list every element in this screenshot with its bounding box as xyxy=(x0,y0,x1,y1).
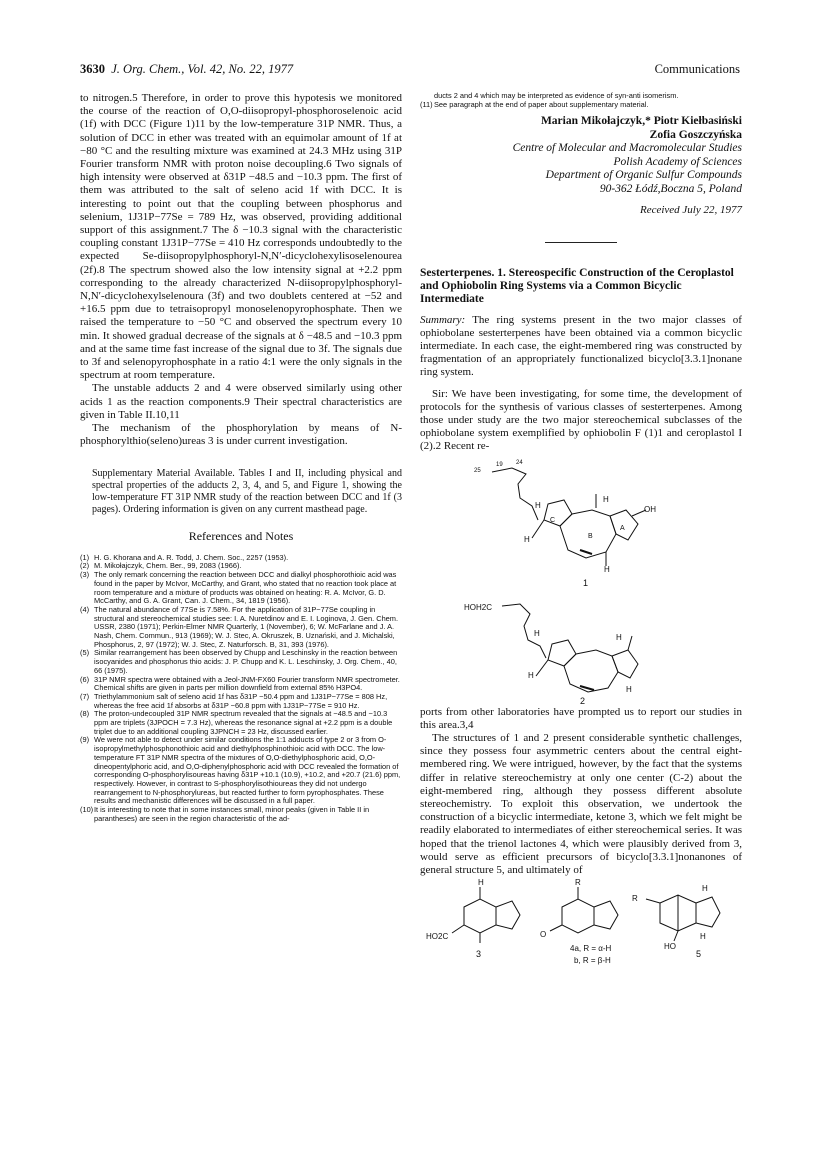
reference-number: (4) xyxy=(80,604,90,614)
body-paragraph-1: to nitrogen.5 Therefore, in order to prove this hypotesis we monitored the course of the reaction of O,O-diisopropyl-phosphoroselenoic acid (1f) with DCC (Figure 1)11 by the low-temperature 31P NMR. Thus, a solution of DCC in ether was treated with an equimolar amount of 1f at −80 °C and the resulting mixture was examined at 24.3 MHz using 31P Fourier transform NMR with proton noise decoupling.6 Two signals of high intensity were observed at δ31P −48.5 and −10.3 ppm. The first of them was attributed to the salt of seleno acid 1f with DCC. It is interesting to point out that the coupling between phosphorus and selenium, 1J31P−77Se = 789 Hz, was observed, providing additional support of this assignment.7 The δ −10.3 signal with the characteristic coupling constant 1J31P−77Se = 410 Hz corresponds undoubtedly to the expected Se-diisopropylphosphoryl-N,N′-dicyclohexylisoselenourea (2f).8 The spectrum showed also the low intensity signal at +2.2 ppm corresponding to the already characterized N-diisopropylphosphoryl-N,N′-dicyclohexylselenoura (3f) and two doublets centered at −52 and +16.5 ppm due to tetraisopropyl monoselenopyrophosphate. Then we raised the temperature to −50 °C and observed the spectrum every 10 min. It showed gradual decrease of the signals at δ −48.5 and −10.3 ppm and at the same time fast increase of the signal due to 3f. The signals due to 3f and selenopyrophosphate in a ratio 4:1 were the only signals in the spectrum at room temperature. xyxy=(80,92,402,382)
reference-number: (10) xyxy=(80,805,94,815)
h-label: H xyxy=(700,932,706,942)
structure-2 xyxy=(502,604,638,692)
reference-text: H. G. Khorana and A. R. Todd, J. Chem. Soc., 2257 (1953). xyxy=(94,552,289,562)
reference-item xyxy=(80,606,402,650)
body-paragraph-2: The unstable adducts 2 and 4 were observed similarly using other acids 1 as the reaction components.9 Their spectral characteristics are given in Table II.10,11 xyxy=(80,382,402,421)
h-label: H xyxy=(524,534,530,544)
body-paragraph-3: The mechanism of the phosphorylation by means of N-phosphorylthio(seleno)ureas 3 is under current investigation. xyxy=(80,422,402,448)
h-label: H xyxy=(478,878,484,888)
h-label: H xyxy=(534,628,540,638)
svg-text:24: 24 xyxy=(516,459,523,466)
ho-label: HO xyxy=(664,942,676,952)
author-names: Marian Mikołajczyk,* Piotr Kiełbasiński xyxy=(540,115,742,128)
journal-citation: J. Org. Chem., Vol. 42, No. 22, 1977 xyxy=(111,62,294,76)
reference-text: We were not able to detect under similar conditions the 1:1 adducts of type 2 or 3 from O-isopropylmethylphosphonothioic acid and diethylphosphinothioic acid with DCC. The low-temperature FT 31P NMR spectra of the mixtures of O,O-diethylphosphoric acid, O,O-dineopentylphoric acid, and O,O-diphenylphosphoric acid with DCC revealed the formation of corresponding O-phosphorylisoureas having δ31P +10.1 (10.9), +10.2, and +20.7 (21.6) ppm, respectively. However, in contrast to S-phosphorylisothioureas they did not undergo rearrangement to N-phosphorylureas, but reacted further to form pyrophosphates. These results and mechanistic differences will be discussed in a full paper. xyxy=(94,735,401,806)
reference-text: Similar rearrangement has been observed by Chupp and Leschinsky in the reaction between isocyanides and phosphorus thio acids: J. P. Chupp and K. L. Leschinsky, J. Org. Chem., 40, 66 (1975). xyxy=(94,648,398,675)
reference-text: ducts 2 and 4 which may be interpreted as evidence of syn-anti isomerism. xyxy=(434,91,679,100)
h-label: H xyxy=(528,670,534,680)
structure-5 xyxy=(646,895,720,941)
structures-1-2-figure xyxy=(420,454,742,706)
body-paragraph-reports: ports from other laboratories have prompted us to report our studies in this area.3,4 xyxy=(420,705,742,731)
structures-3-5-figure xyxy=(420,877,742,967)
reference-number: (3) xyxy=(80,570,90,580)
reference-number: (8) xyxy=(80,709,90,719)
page-number: 3630 xyxy=(80,62,105,76)
author-name: Zofia Goszczyńska xyxy=(649,128,742,141)
reference-text: M. Mikołajczyk, Chem. Ber., 99, 2083 (1966). xyxy=(94,561,242,571)
structure-4a-label: 4a, R = α-H xyxy=(570,944,612,954)
h-label: H xyxy=(616,632,622,642)
references-title: References and Notes xyxy=(188,529,294,544)
reference-text: 31P NMR spectra were obtained with a Jeol-JNM-FX60 Fourier transform NMR spectrometer. Chemical shifts are given in parts per million downfield from external 85% H3PO4. xyxy=(94,674,400,693)
h-label: H xyxy=(702,884,708,894)
structure-2-label: 2 xyxy=(580,695,586,706)
affiliation-line: 90-362 Łódź,Boczna 5, Poland xyxy=(599,182,742,195)
carbonyl-o-label: O xyxy=(540,930,547,940)
body-paragraph-sir: Sir: We have been investigating, for some time, the development of protocols for the synthesis of various classes of sesterterpenes. Among those under study are the two major stereochemical subclasses of the ophiobolane system exemplified by ophiobolin F (1)1 and ceroplastol I (2).2 Recent re- xyxy=(420,387,742,453)
reference-number: (1) xyxy=(80,552,90,562)
svg-text:A: A xyxy=(620,524,625,532)
received-date: Received July 22, 1977 xyxy=(639,204,742,217)
h-label: H xyxy=(626,684,632,694)
structure-3-label: 3 xyxy=(476,949,482,960)
affiliation-line: Department of Organic Sulfur Compounds xyxy=(545,169,742,182)
reference-number: (7) xyxy=(80,691,90,701)
r-label: R xyxy=(632,894,638,904)
summary-label: Summary: xyxy=(420,313,466,326)
affiliation-line: Polish Academy of Sciences xyxy=(613,155,742,168)
summary xyxy=(420,314,742,380)
svg-text:C: C xyxy=(550,516,556,524)
structure-4 xyxy=(550,887,618,933)
summary-text: The ring systems present in the two major classes of ophiobolane sesterterpenes have been obtained via a common bicyclic intermediate. In each case, the eight-membered ring was constructed by fragmentation of an appropriately functionalized bicyclo[3.3.1]nonane ring system. xyxy=(420,313,742,379)
page-running-head xyxy=(80,62,293,77)
reference-item xyxy=(80,571,402,606)
reference-item xyxy=(420,101,742,110)
svg-text:25: 25 xyxy=(474,467,481,474)
hydroxyl-label: OH xyxy=(644,504,656,514)
supplementary-material: Supplementary Material Available. Tables I and II, including physical and spectral properties of the adducts 2, 3, 4, and 5, and Figure 1, showing the low-temperature FT 31P NMR study of the reaction between DCC and 1f (3 pages). Ordering information is given on any current masthead page. xyxy=(92,468,402,516)
article-title: Sesterterpenes. 1. Stereospecific Construction of the Ceroplastol and Ophiobolin Ring Systems via a Common Bicyclic Intermediate xyxy=(420,266,734,305)
reference-text: Triethylammonium salt of seleno acid 1f has δ31P −50.4 ppm and 1J31P−77Se = 808 Hz, whereas the free acid 1f absorbs at δ31P −60.8 ppm with 1J31P−77Se = 910 Hz. xyxy=(94,691,388,710)
reference-text: It is interesting to note that in some instances small, minor peaks (given in Table II in parantheses) are seen in the region characteristic of the ad- xyxy=(94,805,370,823)
svg-text:19: 19 xyxy=(496,461,503,468)
references-list xyxy=(80,554,402,824)
hoh2c-label: HOH2C xyxy=(464,602,493,612)
structure-1-label: 1 xyxy=(583,577,589,588)
separator-rule xyxy=(545,242,617,243)
reference-number: (6) xyxy=(80,674,90,684)
reference-item xyxy=(80,710,402,736)
author-block xyxy=(420,115,742,196)
reference-text: See paragraph at the end of paper about supplementary material. xyxy=(434,99,649,109)
h-label: H xyxy=(604,564,610,574)
structure-1 xyxy=(492,468,646,566)
reference-text: The only remark concerning the reaction between DCC and dialkyl phosphorothioic acid was found in the paper by McIvor, McCarthy, and Grant, who stated that no reaction took place at room temperature and a mixture of products was obtained on heating: R. A. McIvor, G. D. McCarthy, and G. A. Grant, Can. J. Chem., 34, 1819 (1956). xyxy=(94,570,397,606)
reference-number: (11) xyxy=(420,99,433,109)
section-name: Communications xyxy=(654,62,740,76)
reference-item xyxy=(80,649,402,675)
right-column xyxy=(420,92,742,967)
body-paragraph-structures: The structures of 1 and 2 present considerable synthetic challenges, since they possess four asymmetric centers about the central eight-membered ring. We were intrigued, however, by the fact that the systems differ in relative stereochemistry at only one center (C-2) about the eight-membered ring, although they possess different absolute stereochemistry. To exploit this observation, we undertook the construction of a bicyclic intermediate, ketone 3, which we felt might be readily elaborated to intermediates of either stereochemical series. It was hoped that the trienol lactones 4, which were plausibly derived from 3, would serve as efficient precursors of bicyclo[3.3.1]nonanones of general structure 5, and ultimately of xyxy=(420,732,742,877)
h-label: H xyxy=(535,500,541,510)
reference-item xyxy=(80,676,402,693)
svg-text:B: B xyxy=(588,532,593,540)
structure-4b-label: b, R = β-H xyxy=(574,956,611,966)
reference-number: (5) xyxy=(80,648,90,658)
affiliation-line: Centre of Molecular and Macromolecular Studies xyxy=(512,142,742,155)
structure-3 xyxy=(452,887,520,943)
r-label: R xyxy=(575,878,581,888)
ho2c-label: HO2C xyxy=(426,932,449,942)
structure-5-label: 5 xyxy=(696,949,702,960)
reference-number: (2) xyxy=(80,561,90,571)
left-column xyxy=(80,92,402,823)
reference-item xyxy=(80,806,402,823)
reference-number: (9) xyxy=(80,735,90,745)
h-label: H xyxy=(603,494,609,504)
reference-text: The proton-undecoupled 31P NMR spectrum revealed that the signals at −48.5 and −10.3 ppm are triplets (3JPOCH = 7.3 Hz), whereas the resonance signal at +2.2 ppm is a double triplet due to an additional coupling 3JPNCH = 23 Hz, discussed earlier. xyxy=(94,709,393,736)
reference-text: The natural abundance of 77Se is 7.58%. For the application of 31P−77Se coupling in structural and stereochemical studies see: I. A. Nuretdinov and E. I. Loginova, J. Gen. Chem. USSR, 2380 (1971); Perkin-Elmer NMR Quarterly, 1 (November), 6; W. McFarlane and J. A. Nash, Chem. Commun., 913 (1969); W. J. Stec, A. Okruszek, B. Uznański, and J. Michalski, Phosphorus, 2, 97 (1972); W. J. Stec, Z. Naturforsch. B, 31, 393 (1976). xyxy=(94,604,398,649)
reference-item xyxy=(80,693,402,710)
reference-item xyxy=(80,736,402,806)
references-continued xyxy=(420,92,742,109)
